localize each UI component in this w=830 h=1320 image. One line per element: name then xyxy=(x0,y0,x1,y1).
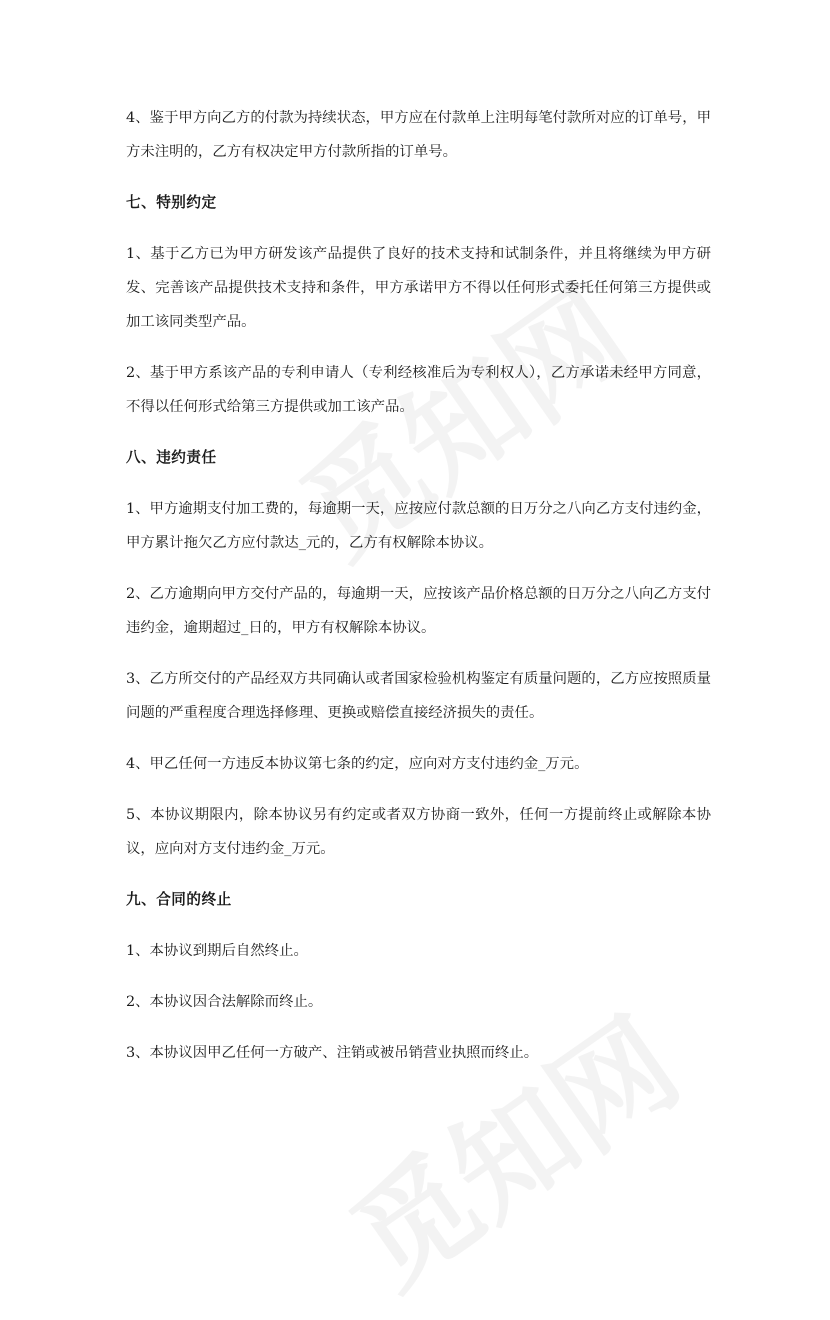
section-heading-termination: 九、合同的终止 xyxy=(126,891,232,908)
clause-9-1: 1、本协议到期后自然终止。 xyxy=(126,943,308,959)
clause-8-2: 2、乙方逾期向甲方交付产品的，每逾期一天，应按该产品价格总额的日万分之八向乙方支付违约金，逾期超过_日的，甲方有权解除本协议。 xyxy=(126,586,711,636)
clause-8-5: 5、本协议期限内，除本协议另有约定或者双方协商一致外，任何一方提前终止或解除本协议，应向对方支付违约金_万元。 xyxy=(126,807,711,857)
document-body xyxy=(126,101,711,1087)
clause-7-1: 1、基于乙方已为甲方研发该产品提供了良好的技术支持和试制条件，并且将继续为甲方研发、完善该产品提供技术支持和条件，甲方承诺甲方不得以任何形式委托任何第三方提供或加工该同类型产品。 xyxy=(126,246,711,330)
clause-8-3: 3、乙方所交付的产品经双方共同确认或者国家检验机构鉴定有质量问题的，乙方应按照质量问题的严重程度合理选择修理、更换或赔偿直接经济损失的责任。 xyxy=(126,671,711,721)
clause-9-3: 3、本协议因甲乙任何一方破产、注销或被吊销营业执照而终止。 xyxy=(126,1045,539,1061)
clause-6-4: 4、鉴于甲方向乙方的付款为持续状态，甲方应在付款单上注明每笔付款所对应的订单号，甲方未注明的，乙方有权决定甲方付款所指的订单号。 xyxy=(126,110,711,160)
clause-8-4: 4、甲乙任何一方违反本协议第七条的约定，应向对方支付违约金_万元。 xyxy=(126,756,589,772)
clause-7-2: 2、基于甲方系该产品的专利申请人（专利经核准后为专利权人），乙方承诺未经甲方同意，不得以任何形式给第三方提供或加工该产品。 xyxy=(126,365,711,415)
section-heading-special-agreement: 七、特别约定 xyxy=(126,194,217,211)
clause-9-2: 2、本协议因合法解除而终止。 xyxy=(126,994,323,1010)
clause-8-1: 1、甲方逾期支付加工费的，每逾期一天，应按应付款总额的日万分之八向乙方支付违约金，甲方累计拖欠乙方应付款达_元的，乙方有权解除本协议。 xyxy=(126,501,711,551)
section-heading-breach-liability: 八、违约责任 xyxy=(126,449,217,466)
